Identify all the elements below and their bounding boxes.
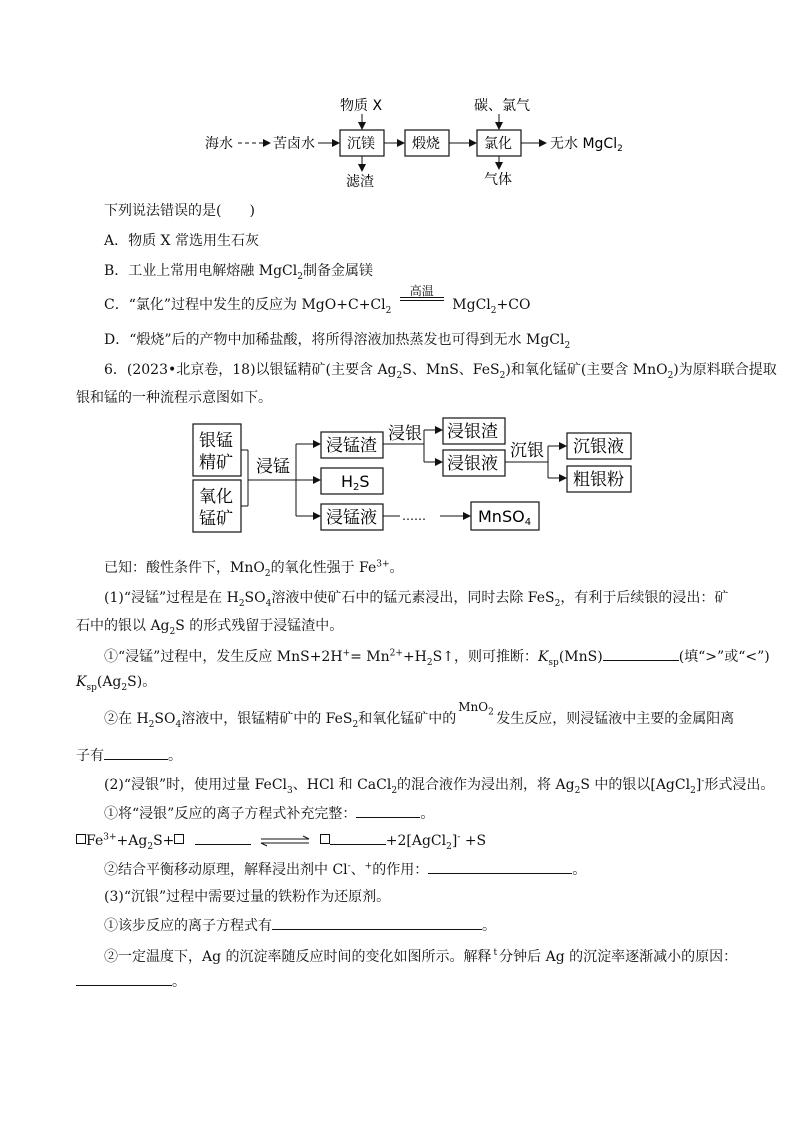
mg-process-flowchart — [0, 0, 800, 200]
part2-1-line1: ①将“浸银”反应的离子方程式补充完整： 。 — [104, 806, 435, 822]
answer-blank-ksp[interactable] — [603, 647, 679, 661]
part3-2-line2: 。 — [76, 972, 186, 991]
label-seawater: 海水 — [205, 136, 233, 152]
coef-box-3[interactable] — [320, 834, 330, 844]
part2-line1: (2)“浸银”时，使用过量 FeCl$_3$、HCl 和 CaCl$_2$的混合液作为浸出剂，将 $Ag_2S$ 中的银以[AgCl$_2$]-形式浸出。 — [104, 776, 775, 796]
label-ore1-l2: 精矿 — [199, 453, 233, 473]
part1-1-line1: ①“浸锰”过程中，发生反应 $MnS+2H^+= Mn^{2+}+H_2S↑$，则可推断：$K_{sp}(MnS)$ (填“>”或“<”) — [104, 648, 770, 668]
ag-mn-process-flowchart — [0, 410, 800, 540]
label-product: 无水 MgCl$_2$ — [550, 136, 623, 154]
part1-1-line2: $K_{sp}(Ag_2S)$。 — [76, 674, 157, 693]
label-chlorinate: 氯化 — [484, 136, 512, 152]
label-mnso4: MnSO4 — [478, 507, 532, 528]
mno2-raised: MnO$_2$ — [458, 700, 494, 718]
q6-intro-line2: 银和锰的一种流程示意图如下。 — [76, 390, 272, 406]
q5-option-d: D．“煅烧”后的产物中加稀盐酸，将所得溶液加热蒸发也可得到无水 MgCl$_2$ — [104, 332, 571, 351]
label-crude-ag: 粗银粉 — [573, 470, 624, 490]
q6-intro-line1: 6．(2023•北京卷，18)以银锰精矿(主要含 $Ag_2S$、MnS、FeS$_2$)和氧化锰矿(主要含 MnO$_2$)为原料联合提取 — [104, 362, 777, 381]
q5-option-c: C．“氯化”过程中发生的反应为 $MgO+C+Cl_2$ 高温 MgCl$_2$+CO — [104, 284, 531, 316]
label-ag-liquor: 浸银液 — [447, 454, 498, 474]
label-reagent-x: 物质 X — [340, 98, 383, 114]
label-ore2-l1: 氧化 — [199, 487, 233, 507]
answer-blank-species-2[interactable] — [330, 831, 386, 845]
part3-1-line1: ①该步反应的离子方程式有 。 — [104, 918, 496, 934]
label-mn-liquor: 浸锰液 — [326, 508, 377, 528]
label-precip-liquor: 沉银液 — [573, 437, 624, 457]
part1-line1: (1)“浸锰”过程是在 $H_2SO_4$溶液中使矿石中的锰元素浸出，同时去除 FeS$_2$，有利于后续银的浸出：矿 — [104, 590, 729, 609]
part1-2-line1: ②在 $H_2SO_4$溶液中，银锰精矿中的 FeS$_2$和氧化锰矿中的 MnO$_2$ 发生反应，则浸锰液中主要的金属阳离 — [104, 700, 735, 730]
part3-line1: (3)“沉银”过程中需要过量的铁粉作为还原剂。 — [104, 889, 391, 905]
known-condition: 已知：酸性条件下，MnO$_2$的氧化性强于 $Fe^{3+}$。 — [104, 559, 404, 579]
answer-blank-ionic-eq[interactable] — [272, 916, 482, 930]
answer-blank-reason[interactable] — [76, 972, 172, 986]
label-precip-ag: 沉银 — [510, 441, 544, 461]
label-ag-residue: 浸银渣 — [447, 422, 498, 442]
part3-2-line1: ②一定温度下，Ag 的沉淀率随反应时间的变化如图所示。解释 $^t$ 分钟后 Ag 的沉淀率逐渐减小的原因： — [104, 948, 738, 965]
q5-stem: 下列说法错误的是( ) — [104, 203, 255, 219]
label-mn-residue: 浸锰渣 — [326, 436, 377, 456]
label-calcine: 煅烧 — [412, 136, 440, 152]
answer-blank-cations[interactable] — [104, 746, 168, 760]
label-dots: …… — [402, 509, 426, 523]
q5-option-a: A．物质 X 常选用生石灰 — [104, 233, 259, 249]
label-leach-ag: 浸银 — [388, 424, 422, 444]
coef-box-1[interactable] — [76, 834, 86, 844]
part1-line2: 石中的银以 $Ag_2S$ 的形式残留于浸锰渣中。 — [76, 618, 344, 637]
label-gas: 气体 — [484, 172, 512, 188]
label-leach-mn: 浸锰 — [256, 457, 290, 477]
label-ore1-l1: 银锰 — [199, 431, 233, 451]
label-h2s: H2S — [341, 472, 370, 493]
label-ore2-l2: 锰矿 — [199, 509, 233, 529]
answer-blank-cl-role[interactable] — [428, 860, 572, 874]
label-reagents: 碳、氯气 — [474, 98, 530, 114]
answer-blank-species-1[interactable] — [195, 831, 251, 845]
part2-2-line1: ②结合平衡移动原理，解释浸出剂中 Cl-、+的作用： 。 — [104, 861, 587, 878]
label-precip: 沉镁 — [347, 136, 375, 152]
equilibrium-arrows-icon — [255, 835, 315, 847]
answer-blank-equation[interactable] — [356, 804, 420, 818]
part1-2-line2: 子有 。 — [76, 748, 182, 764]
q5-option-b: B．工业上常用电解熔融 MgCl$_2$制备金属镁 — [104, 263, 373, 282]
reaction-condition: 高温 — [409, 284, 434, 298]
part2-1-equation: $Fe^{3+}+Ag_2S+$ +2[AgCl$_2$]- +S — [76, 831, 486, 850]
label-residue: 滤渣 — [346, 174, 374, 190]
label-brine: 苦卤水 — [273, 136, 315, 152]
coef-box-2[interactable] — [174, 834, 184, 844]
